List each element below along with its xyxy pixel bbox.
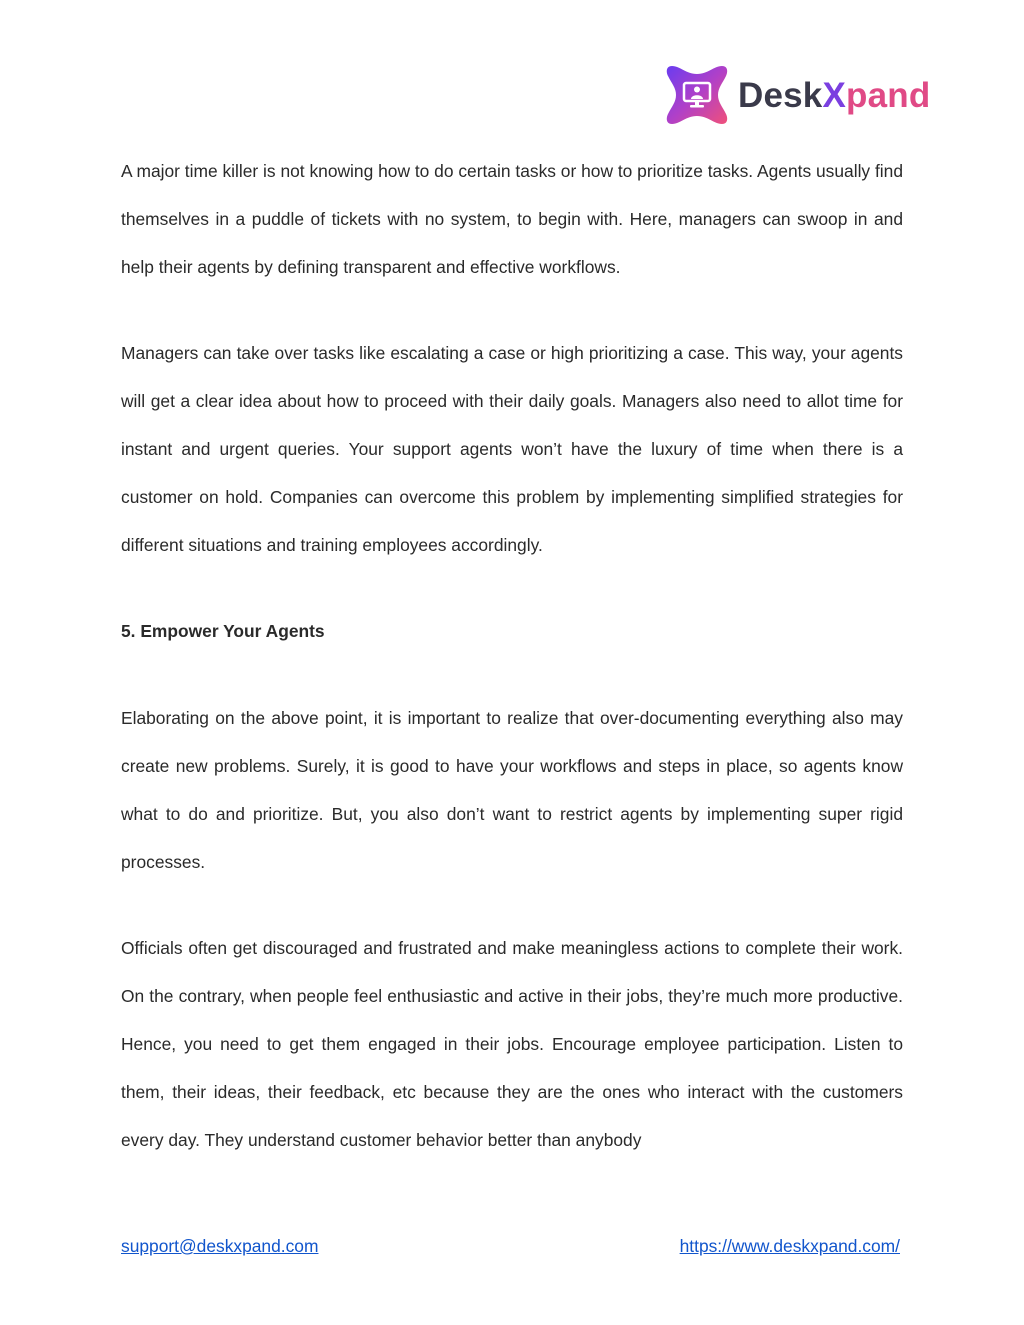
monitor-user-icon xyxy=(664,62,730,128)
support-email-link[interactable]: support@deskxpand.com xyxy=(121,1236,319,1256)
page-footer xyxy=(121,1236,903,1266)
brand-name xyxy=(738,75,931,115)
paragraph-workflows: A major time killer is not knowing how to do certain tasks or how to prioritize tasks. Agents usually find themselves in a puddle of tickets with no system, to begin with. Here, managers can swoop in and help their agents by defining transparent and effective workflows. xyxy=(121,161,903,277)
website-link[interactable]: https://www.deskxpand.com/ xyxy=(679,1236,900,1256)
paragraph-documenting: Elaborating on the above point, it is important to realize that over-documenting everything also may create new problems. Surely, it is good to have your workflows and steps in place, so agents know what to do and prioritize. But, you also don’t want to restrict agents by implementing super rigid processes. xyxy=(121,708,903,872)
brand-name-pand: pand xyxy=(846,75,931,115)
section-heading: 5. Empower Your Agents xyxy=(121,621,325,642)
paragraph-officials: Officials often get discouraged and frustrated and make meaningless actions to complete their work. On the contrary, when people feel enthusiastic and active in their jobs, they’re much more productive. Hence, you need to get them engaged in their jobs. Encourage employee participation. Listen to them, their ideas, their feedback, etc because they are the ones who interact with the customers every day. They understand customer behavior better than anybody xyxy=(121,938,903,1150)
brand-name-desk: Desk xyxy=(738,75,823,115)
brand-name-x: X xyxy=(822,75,847,115)
paragraph-managers: Managers can take over tasks like escalating a case or high prioritizing a case. This way, your agents will get a clear idea about how to proceed with their daily goals. Managers also need to allot time for instant and urgent queries. Your support agents won’t have the luxury of time when there is a customer on hold. Companies can overcome this problem by implementing simplified strategies for different situations and training employees accordingly. xyxy=(121,343,903,555)
document-body xyxy=(121,148,903,1203)
brand-logo xyxy=(664,60,954,130)
